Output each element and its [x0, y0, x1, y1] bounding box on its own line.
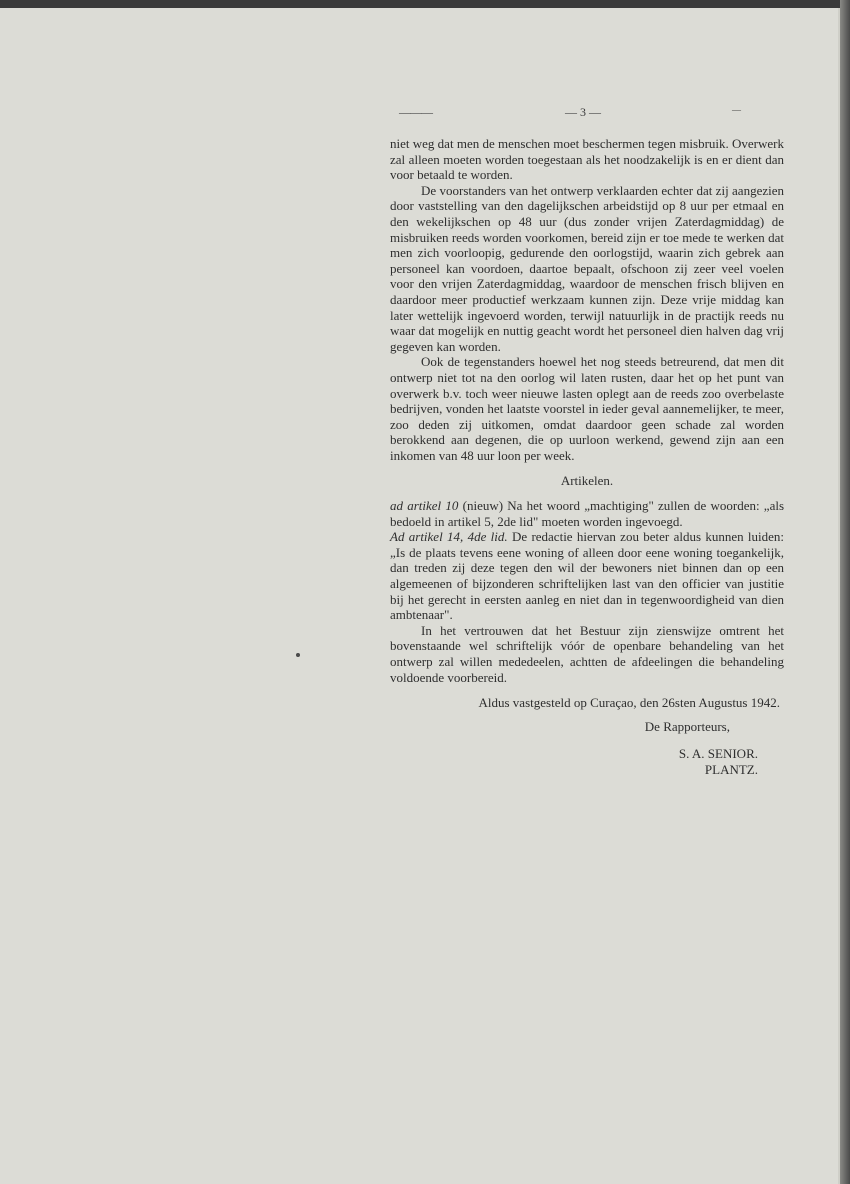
page-header — [395, 105, 785, 121]
signature-senior: S. A. SENIOR. — [678, 746, 758, 762]
article-14-text: De redactie hiervan zou beter aldus kunnen luiden: „Is de plaats tevens eene woning of alleen door eene woning toegankelijk, dan treden zij deze tegen den wil der bewoners niet binnen dan op een algemeenen of bijzonderen schriftelijken last van den officier van justitie bij het gerecht in eersten aanleg en niet dan in tegenwoordigheid van dien ambtenaar". — [390, 529, 785, 623]
page-edge — [840, 0, 850, 1184]
article-10-text: (nieuw) Na het woord „machtiging" zullen de woorden: „als bedoeld in artikel 5, 2de lid" moeten worden ingevoegd. — [390, 498, 785, 529]
article-14-paragraph — [390, 529, 784, 623]
paragraph-conclusion: In het vertrouwen dat het Bestuur zijn zienswijze omtrent het bovenstaande wel schriftelijk vóór de openbare behandeling van het ontwerp zal willen mededeelen, achtten de afdeelingen die behandeling voldoende voorbereid. — [390, 622, 784, 685]
section-title: Artikelen. — [560, 473, 614, 489]
signature-block — [390, 746, 784, 778]
header-left-mark: ——— — [399, 105, 432, 119]
closing-line: Aldus vastgesteld op Curaçao, den 26sten Augustus 1942. — [478, 695, 780, 711]
document-body — [390, 136, 784, 778]
document-page — [0, 8, 840, 1184]
header-right-mark: — — [732, 105, 741, 115]
page-number: — 3 — — [565, 105, 601, 119]
paragraph-opponents: Ook de tegenstanders hoewel het nog steeds betreurend, dat men dit ontwerp niet tot na den oorlog wil laten rusten, daar het op het punt van overwerk b.v. toch weer nieuwe lasten oplegt aan de reeds zoo overbelaste bedrijven, vonden het laatste voorstel in ieder geval aannemelijker, te meer, zoo deden zij uitkomen, omdat daardoor geen schade zal worden berokkend aan degenen, die op uurloon werkend, gewend zijn aan een inkomen van 48 uur loon per week. — [390, 354, 784, 463]
article-10-label: ad artikel 10 — [390, 498, 459, 514]
paragraph-continuation: niet weg dat men de menschen moet beschermen tegen misbruik. Overwerk zal alleen moeten worden toegestaan als het noodzakelijk is en er dient dan voor betaald te worden. — [390, 136, 784, 183]
article-14-label: Ad artikel 14, 4de lid. — [390, 529, 508, 545]
article-10-paragraph — [390, 498, 784, 529]
rapporteurs-heading: De Rapporteurs, — [644, 718, 730, 734]
stray-mark — [296, 653, 300, 657]
paragraph-proponents: De voorstanders van het ontwerp verklaarden echter dat zij aangezien door vaststelling van den dagelijkschen arbeidstijd op 8 uur per etmaal en den wekelijkschen op 48 uur (dus zonder vrijen Zaterdagmiddag) de misbruiken reeds worden voorkomen, bereid zijn er toe mede te werken dat men zich voorloopig, gedurende den oorlogstijd, waarin zich gebrek aan personeel kan voordoen, daartoe bepaalt, ofschoon zij zeer veel voelen voor den vrijen Zaterdagmiddag, waardoor de menschen frisch blijven en daardoor meer productief werkzaam kunnen zijn. Deze vrije middag kan later wettelijk ingevoerd worden, terwijl natuurlijk in de practijk reeds nu waar dat mogelijk en nuttig geacht wordt het personeel dien halven dag vrij gegeven kan worden. — [390, 182, 784, 354]
signature-plantz: PLANTZ. — [704, 762, 758, 778]
